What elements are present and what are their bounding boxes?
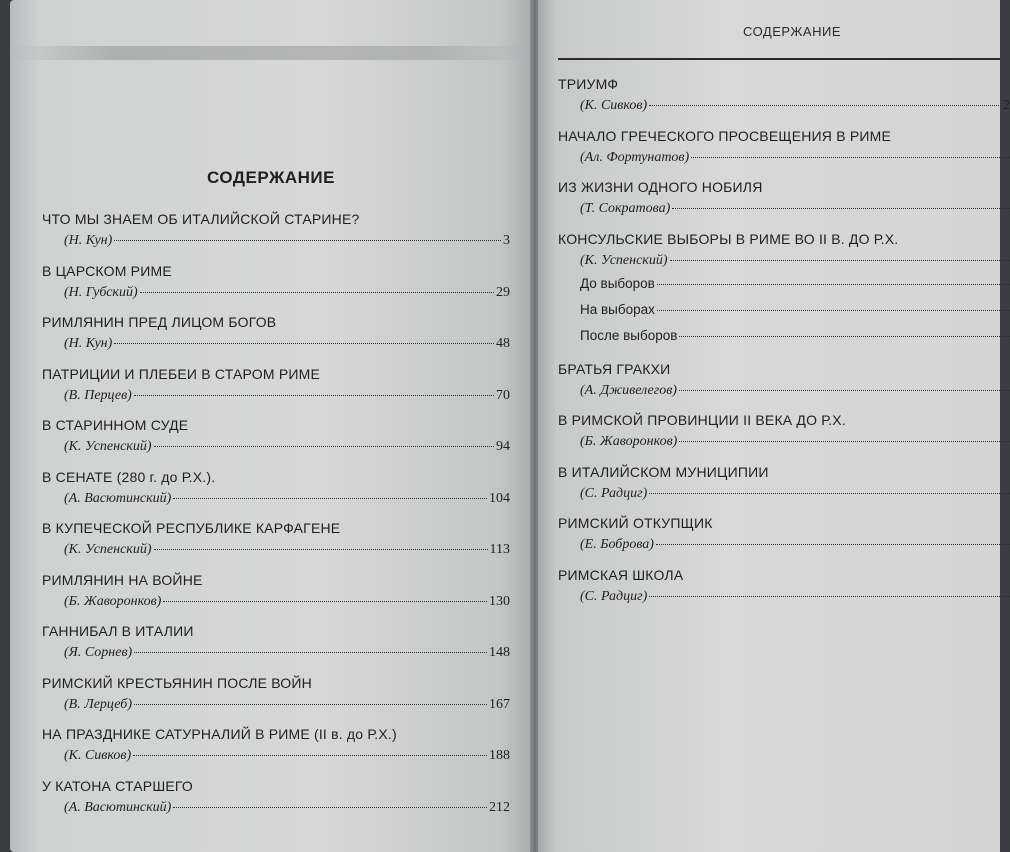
entry-page-number: 113 bbox=[489, 542, 510, 557]
entry-line bbox=[42, 387, 510, 405]
dot-leader bbox=[649, 105, 1003, 106]
toc-entry[interactable] bbox=[42, 468, 510, 520]
entry-page-number: 3 bbox=[503, 233, 510, 248]
dot-leader bbox=[691, 157, 1010, 158]
entry-title: РИМСКИЙ КРЕСТЬЯНИН ПОСЛЕ ВОЙН bbox=[42, 674, 312, 691]
running-head: СОДЕРЖАНИЕ bbox=[743, 24, 842, 39]
entry-line bbox=[42, 490, 510, 508]
table-of-contents-left bbox=[42, 210, 510, 828]
entry-line bbox=[42, 799, 510, 817]
toc-entry[interactable] bbox=[558, 514, 1010, 566]
right-page bbox=[538, 0, 1010, 852]
entry-line bbox=[558, 149, 1010, 167]
toc-entry[interactable] bbox=[558, 75, 1010, 127]
entry-author: (Б. Жаворонков) bbox=[64, 593, 162, 609]
entry-line bbox=[558, 97, 1010, 115]
entry-line bbox=[558, 382, 1010, 400]
toc-sub-entry[interactable] bbox=[558, 302, 1010, 328]
entry-line bbox=[42, 593, 510, 611]
entry-author: (В. Лерцеб) bbox=[64, 696, 132, 712]
entry-line bbox=[42, 541, 510, 559]
dot-leader bbox=[649, 493, 1010, 494]
toc-sub-entry[interactable] bbox=[558, 276, 1010, 302]
dot-leader bbox=[672, 208, 1010, 209]
toc-entry[interactable] bbox=[558, 566, 1010, 618]
dot-leader bbox=[679, 390, 1010, 391]
dot-leader bbox=[134, 704, 487, 705]
dot-leader bbox=[679, 441, 1010, 442]
toc-entry[interactable] bbox=[42, 365, 510, 417]
entry-author: (Н. Кун) bbox=[64, 336, 113, 351]
toc-entry[interactable] bbox=[558, 360, 1010, 412]
toc-entry[interactable] bbox=[42, 674, 510, 726]
entry-author: (К. Сивков) bbox=[64, 748, 132, 763]
entry-title: КОНСУЛЬСКИЕ ВЫБОРЫ В РИМЕ ВО II В. ДО Р.Х. bbox=[558, 230, 899, 247]
entry-title: ТРИУМФ bbox=[558, 76, 619, 92]
toc-entry[interactable] bbox=[558, 127, 1010, 179]
entry-title: ЧТО МЫ ЗНАЕМ ОБ ИТАЛИЙСКОЙ СТАРИНЕ? bbox=[42, 211, 360, 227]
dot-leader bbox=[173, 807, 487, 808]
entry-author: (Т. Сократова) bbox=[580, 201, 671, 216]
toc-entry[interactable] bbox=[42, 313, 510, 365]
entry-title: РИМСКАЯ ШКОЛА bbox=[558, 566, 684, 583]
entry-page-number: 167 bbox=[489, 696, 510, 712]
entry-line bbox=[42, 438, 510, 456]
header-rule bbox=[558, 58, 1000, 60]
toc-entry[interactable] bbox=[42, 262, 510, 314]
toc-entry[interactable] bbox=[42, 622, 510, 674]
left-page bbox=[10, 0, 532, 852]
entry-line bbox=[558, 200, 1010, 218]
entry-title: В КУПЕЧЕСКОЙ РЕСПУБЛИКЕ КАРФАГЕНЕ bbox=[42, 520, 341, 536]
entry-line bbox=[558, 485, 1010, 503]
toc-sub-entry[interactable] bbox=[558, 328, 1010, 354]
entry-author: (К. Успенский) bbox=[64, 542, 152, 557]
entry-title: НАЧАЛО ГРЕЧЕСКОГО ПРОСВЕЩЕНИЯ В РИМЕ bbox=[558, 127, 892, 144]
entry-page-number: 130 bbox=[489, 593, 510, 609]
dot-leader bbox=[656, 544, 1010, 545]
entry-author: (К. Успенский) bbox=[64, 439, 152, 454]
dot-leader bbox=[154, 446, 494, 447]
entry-author: (Е. Боброва) bbox=[580, 537, 654, 552]
dot-leader bbox=[134, 395, 494, 396]
entry-author: (Н. Губский) bbox=[64, 284, 138, 300]
entry-title: ПАТРИЦИИ И ПЛЕБЕИ В СТАРОМ РИМЕ bbox=[42, 365, 321, 382]
entry-author: (А. Васютинский) bbox=[64, 490, 172, 506]
entry-author: (В. Перцев) bbox=[64, 387, 132, 403]
entry-page-number: 29 bbox=[496, 284, 510, 300]
table-of-contents-right bbox=[558, 75, 1010, 617]
faded-running-head bbox=[10, 46, 532, 60]
sub-entry-label: До выборов bbox=[580, 275, 655, 291]
toc-entry[interactable] bbox=[558, 463, 1010, 515]
page-title: СОДЕРЖАНИЕ bbox=[207, 168, 335, 187]
entry-page-number: 70 bbox=[496, 387, 510, 403]
entry-line bbox=[42, 747, 510, 765]
toc-entry[interactable] bbox=[558, 178, 1010, 230]
entry-line bbox=[42, 232, 510, 250]
entry-author: (Я. Сорнев) bbox=[64, 645, 133, 660]
dot-leader bbox=[163, 601, 487, 602]
dot-leader bbox=[114, 343, 494, 344]
entry-author: (С. Радциг) bbox=[580, 485, 648, 501]
dot-leader bbox=[670, 260, 1010, 261]
dot-leader bbox=[173, 498, 487, 499]
entry-author: (А. Васютинский) bbox=[64, 799, 172, 815]
entry-title: РИМЛЯНИН НА ВОЙНЕ bbox=[42, 571, 203, 588]
entry-line bbox=[42, 696, 510, 714]
dot-leader bbox=[134, 652, 487, 653]
toc-entry[interactable] bbox=[42, 416, 510, 468]
entry-author: (Ал. Фортунатов) bbox=[580, 149, 690, 165]
entry-author: (Н. Кун) bbox=[64, 233, 113, 248]
toc-entry[interactable] bbox=[42, 777, 510, 829]
entry-line bbox=[558, 588, 1010, 606]
entry-title: В СТАРИННОМ СУДЕ bbox=[42, 417, 189, 433]
entry-title: В ЦАРСКОМ РИМЕ bbox=[42, 262, 172, 279]
entry-title: В ИТАЛИЙСКОМ МУНИЦИПИИ bbox=[558, 463, 769, 480]
dot-leader bbox=[649, 596, 1010, 597]
sub-entry-label: На выборах bbox=[580, 301, 655, 317]
entry-title: РИМСКИЙ ОТКУПЩИК bbox=[558, 515, 713, 531]
entry-author: (Б. Жаворонков) bbox=[580, 434, 678, 449]
sub-entries bbox=[558, 276, 1010, 354]
entry-author: (С. Радциг) bbox=[580, 588, 648, 604]
entry-page-number: 148 bbox=[489, 645, 510, 660]
entry-line bbox=[558, 433, 1010, 451]
entry-title: РИМЛЯНИН ПРЕД ЛИЦОМ БОГОВ bbox=[42, 314, 277, 330]
toc-entry[interactable] bbox=[42, 210, 510, 262]
toc-entry[interactable] bbox=[558, 411, 1010, 463]
entry-line bbox=[558, 252, 1010, 270]
dot-leader bbox=[114, 240, 501, 241]
toc-entry[interactable] bbox=[42, 725, 510, 777]
entry-line bbox=[42, 644, 510, 662]
entry-page-number: 212 bbox=[489, 799, 510, 815]
entry-title: БРАТЬЯ ГРАКХИ bbox=[558, 360, 671, 377]
dot-leader bbox=[679, 336, 1010, 337]
entry-line bbox=[558, 536, 1010, 554]
entry-title: В РИМСКОЙ ПРОВИНЦИИ II ВЕКА ДО Р.Х. bbox=[558, 412, 846, 428]
toc-entry[interactable] bbox=[42, 571, 510, 623]
entry-title: ИЗ ЖИЗНИ ОДНОГО НОБИЛЯ bbox=[558, 179, 763, 195]
sub-entry-label: После выборов bbox=[580, 327, 678, 343]
entry-author: (А. Дживелегов) bbox=[580, 382, 677, 398]
toc-entry[interactable] bbox=[558, 230, 1010, 360]
entry-title: У КАТОНА СТАРШЕГО bbox=[42, 777, 193, 794]
entry-page-number: 188 bbox=[489, 748, 510, 763]
entry-title: НА ПРАЗДНИКЕ САТУРНАЛИЙ В РИМЕ (II в. до Р.Х.) bbox=[42, 726, 397, 742]
entry-page-number: 94 bbox=[496, 439, 510, 454]
entry-line bbox=[42, 335, 510, 353]
dot-leader bbox=[657, 284, 1010, 285]
toc-entry[interactable] bbox=[42, 519, 510, 571]
entry-title: В СЕНАТЕ (280 г. до Р.Х.). bbox=[42, 468, 216, 485]
entry-author: (К. Сивков) bbox=[580, 98, 648, 113]
entry-page-number: 2 bbox=[1003, 98, 1010, 113]
entry-title: ГАННИБАЛ В ИТАЛИИ bbox=[42, 623, 194, 639]
dot-leader bbox=[140, 292, 494, 293]
entry-line bbox=[42, 284, 510, 302]
entry-page-number: 104 bbox=[489, 490, 510, 506]
dot-leader bbox=[154, 549, 488, 550]
entry-author: (К. Успенский) bbox=[580, 252, 668, 268]
entry-page-number: 48 bbox=[496, 336, 510, 351]
dot-leader bbox=[133, 755, 487, 756]
dot-leader bbox=[657, 310, 1010, 311]
